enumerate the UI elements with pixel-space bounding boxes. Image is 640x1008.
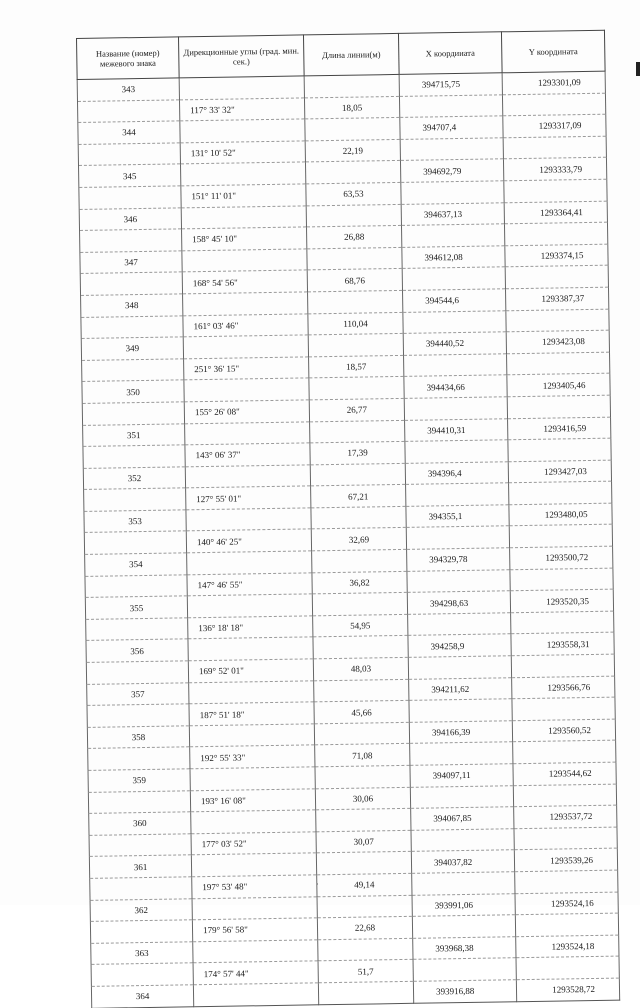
row-angle-cell [181,205,306,229]
row-name-cell: 343 [77,78,179,101]
row-x-cell [406,483,509,506]
row-angle-cell [185,421,310,445]
row-y-cell: 1293539,26 [514,848,617,871]
row-angle-cell: 136° 18' 18" [188,616,313,640]
row-x-cell: 393968,38 [413,936,516,959]
row-y-cell: 1293566,76 [512,676,615,699]
row-length-cell [306,204,401,227]
row-angle-cell: 143° 06' 37" [185,443,310,467]
row-length-cell: 30,07 [316,830,411,853]
row-x-cell: 394544,6 [403,289,506,312]
row-x-cell [408,613,511,636]
row-angle-cell: 251° 36' 15" [184,357,309,381]
row-y-cell: 1293387,37 [505,287,608,310]
row-name-cell [88,747,190,770]
row-angle-cell: 155° 26' 08" [184,400,309,424]
row-x-cell: 394434,66 [404,375,507,398]
row-x-cell [404,397,507,420]
row-length-cell [308,334,403,357]
row-x-cell: 394329,78 [407,548,510,571]
row-name-cell [80,229,182,252]
row-y-cell: 1293301,09 [502,71,605,94]
row-length-cell [317,895,412,918]
row-y-cell: 1293528,72 [516,978,619,1001]
row-x-cell: 394612,08 [402,246,505,269]
row-y-cell [504,179,607,202]
row-angle-cell: 169° 52' 01" [188,659,313,683]
row-x-cell: 394440,52 [403,332,506,355]
row-length-cell [310,420,405,443]
row-x-cell [403,310,506,333]
row-length-cell [312,549,407,572]
page-edge-mark [636,62,640,76]
row-angle-cell: 192° 55' 33" [190,745,315,769]
row-x-cell [412,915,515,938]
row-name-cell: 350 [82,380,184,403]
row-y-cell [502,93,605,116]
row-x-cell [407,569,510,592]
row-angle-cell: 147° 46' 55" [187,573,312,597]
row-name-cell: 347 [80,251,182,274]
row-angle-cell [192,896,317,920]
row-angle-cell [189,724,314,748]
row-length-cell [304,74,399,97]
row-length-cell: 63,53 [306,182,401,205]
row-angle-cell: 151° 11' 01" [181,184,306,208]
row-angle-cell [183,292,308,316]
row-x-cell [412,872,515,895]
row-name-cell [87,704,189,727]
row-x-cell: 393916,88 [413,980,516,1003]
row-angle-cell [183,335,308,359]
row-y-cell [513,784,616,807]
row-name-cell: 360 [89,812,191,835]
row-x-cell: 394396,4 [405,461,508,484]
row-length-cell: 22,68 [317,916,412,939]
row-length-cell: 45,66 [314,701,409,724]
row-x-cell [402,267,505,290]
row-name-cell: 356 [86,639,188,662]
row-y-cell: 1293364,41 [504,201,607,224]
row-y-cell [511,654,614,677]
row-length-cell: 110,04 [308,312,403,335]
row-y-cell: 1293374,15 [505,244,608,267]
row-y-cell: 1293480,05 [509,503,612,526]
row-length-cell [316,852,411,875]
row-x-cell: 394037,82 [411,850,514,873]
row-length-cell: 22,19 [305,139,400,162]
row-x-cell [406,526,509,549]
row-x-cell: 394715,75 [399,73,502,96]
row-length-cell [311,506,406,529]
table-body [77,71,620,1008]
row-y-cell [508,438,611,461]
row-length-cell: 18,57 [309,355,404,378]
row-angle-cell [193,983,318,1007]
row-length-cell [314,679,409,702]
row-angle-cell [187,594,312,618]
row-length-cell [312,593,407,616]
row-y-cell [515,913,618,936]
row-y-cell: 1293423,08 [506,330,609,353]
row-length-cell: 32,69 [311,528,406,551]
row-y-cell: 1293524,18 [516,935,619,958]
row-name-cell: 363 [91,942,193,965]
row-length-cell [314,722,409,745]
row-angle-cell: 127° 55' 01" [186,486,311,510]
row-name-cell [82,402,184,425]
row-y-cell: 1293405,46 [507,373,610,396]
row-angle-cell: 161° 03' 46" [183,313,308,337]
row-length-cell [310,463,405,486]
row-length-cell [307,247,402,270]
row-length-cell: 36,82 [312,571,407,594]
row-length-cell: 67,21 [311,485,406,508]
row-name-cell [88,790,190,813]
row-x-cell: 394410,31 [405,418,508,441]
row-length-cell: 68,76 [307,269,402,292]
row-name-cell [85,574,187,597]
row-name-cell: 351 [83,423,185,446]
row-x-cell: 394637,13 [401,202,504,225]
row-length-cell: 26,77 [309,398,404,421]
row-name-cell [81,315,183,338]
row-length-cell: 48,03 [313,657,408,680]
row-length-cell: 26,88 [306,226,401,249]
row-x-cell [408,656,511,679]
row-y-cell [512,697,615,720]
row-x-cell: 394298,63 [407,591,510,614]
row-angle-cell: 193° 16' 08" [190,788,315,812]
row-angle-cell [190,767,315,791]
row-y-cell [516,956,619,979]
row-y-cell [503,136,606,159]
row-angle-cell: 158° 45' 10" [182,227,307,251]
row-y-cell [505,266,608,289]
row-length-cell [316,809,411,832]
boundary-coordinates-table [76,30,620,1008]
row-length-cell [305,118,400,141]
row-x-cell [413,958,516,981]
row-y-cell: 1293544,62 [513,762,616,785]
row-name-cell [84,531,186,554]
row-name-cell: 345 [79,164,181,187]
row-x-cell [400,138,503,161]
row-length-cell: 51,7 [318,960,413,983]
row-length-cell [308,290,403,313]
row-y-cell [511,611,614,634]
row-name-cell [77,99,179,122]
row-y-cell: 1293427,03 [508,460,611,483]
row-name-cell: 344 [78,121,180,144]
row-angle-cell [180,119,305,143]
row-name-cell: 355 [85,596,187,619]
row-name-cell: 357 [87,682,189,705]
row-name-cell [82,359,184,382]
row-angle-cell: 117° 33' 32" [179,98,304,122]
row-length-cell [318,981,413,1004]
row-x-cell: 394067,85 [411,807,514,830]
row-y-cell: 1293317,09 [503,114,606,137]
row-angle-cell [184,378,309,402]
row-y-cell: 1293500,72 [510,546,613,569]
header-x: X координата [398,32,502,75]
row-y-cell [510,568,613,591]
row-angle-cell [179,76,304,100]
row-y-cell [513,741,616,764]
header-y: Y координата [501,30,605,73]
row-name-cell: 354 [85,553,187,576]
row-angle-cell [186,508,311,532]
row-name-cell: 364 [91,985,193,1008]
row-angle-cell: 177° 03' 52" [191,832,316,856]
header-name: Название (номер) межевого знака [77,37,180,80]
row-name-cell [86,661,188,684]
header-angle: Дирекционные углы (град. мин. сек.) [178,35,304,78]
row-y-cell: 1293560,52 [512,719,615,742]
row-name-cell [86,618,188,641]
row-name-cell [83,445,185,468]
row-y-cell: 1293333,79 [503,158,606,181]
row-y-cell [509,481,612,504]
row-angle-cell: 140° 46' 25" [186,529,311,553]
row-x-cell [409,699,512,722]
row-name-cell [78,143,180,166]
row-angle-cell [182,249,307,273]
row-x-cell [401,181,504,204]
row-x-cell [410,785,513,808]
row-x-cell [411,828,514,851]
row-y-cell [507,352,610,375]
row-length-cell [315,765,410,788]
row-y-cell [514,827,617,850]
row-name-cell [90,877,192,900]
row-y-cell [504,222,607,245]
row-x-cell: 394211,62 [409,677,512,700]
row-angle-cell [187,551,312,575]
row-x-cell: 394355,1 [406,505,509,528]
header-length: Длина линии(м) [303,33,399,75]
row-name-cell: 359 [88,769,190,792]
row-name-cell: 353 [84,510,186,533]
row-length-cell: 71,08 [315,744,410,767]
row-x-cell [401,224,504,247]
row-name-cell: 349 [81,337,183,360]
row-angle-cell: 197° 53' 48" [192,875,317,899]
row-name-cell [80,272,182,295]
row-y-cell: 1293537,72 [514,805,617,828]
row-name-cell [79,186,181,209]
row-y-cell [515,870,618,893]
row-length-cell: 54,95 [313,614,408,637]
row-x-cell: 394166,39 [409,721,512,744]
row-y-cell: 1293524,16 [515,892,618,915]
row-angle-cell [188,637,313,661]
row-name-cell: 346 [79,207,181,230]
row-angle-cell [191,810,316,834]
row-name-cell: 348 [81,294,183,317]
row-length-cell: 30,06 [315,787,410,810]
row-angle-cell [189,680,314,704]
row-name-cell: 362 [90,898,192,921]
row-name-cell: 361 [89,855,191,878]
row-length-cell [318,938,413,961]
row-x-cell [410,742,513,765]
row-y-cell [509,525,612,548]
row-angle-cell: 187° 51' 18" [189,702,314,726]
row-length-cell [305,161,400,184]
row-name-cell [84,488,186,511]
row-length-cell: 17,39 [310,441,405,464]
row-name-cell: 358 [87,726,189,749]
row-length-cell [313,636,408,659]
row-length-cell: 49,14 [317,873,412,896]
row-x-cell: 394258,9 [408,634,511,657]
row-x-cell [404,353,507,376]
row-angle-cell [185,465,310,489]
row-length-cell: 18,05 [304,96,399,119]
row-angle-cell [193,940,318,964]
row-x-cell: 394707,4 [400,116,503,139]
row-angle-cell: 168° 54' 56" [182,270,307,294]
row-angle-cell [180,162,305,186]
row-name-cell [89,834,191,857]
row-name-cell: 352 [83,467,185,490]
row-y-cell: 1293416,59 [508,417,611,440]
row-y-cell: 1293558,31 [511,633,614,656]
row-y-cell: 1293520,35 [510,589,613,612]
boundary-table-container [76,30,616,1002]
row-x-cell: 393991,06 [412,893,515,916]
row-angle-cell: 174° 57' 44" [193,961,318,985]
row-length-cell [309,377,404,400]
row-angle-cell: 179° 56' 58" [192,918,317,942]
row-x-cell: 394692,79 [400,159,503,182]
row-name-cell [90,920,192,943]
row-x-cell: 394097,11 [410,764,513,787]
row-name-cell [91,963,193,986]
scan-speck [316,883,318,885]
row-y-cell [507,395,610,418]
row-angle-cell [191,853,316,877]
row-x-cell [405,440,508,463]
row-x-cell [399,94,502,117]
row-angle-cell: 131° 10' 52" [180,141,305,165]
row-y-cell [506,309,609,332]
